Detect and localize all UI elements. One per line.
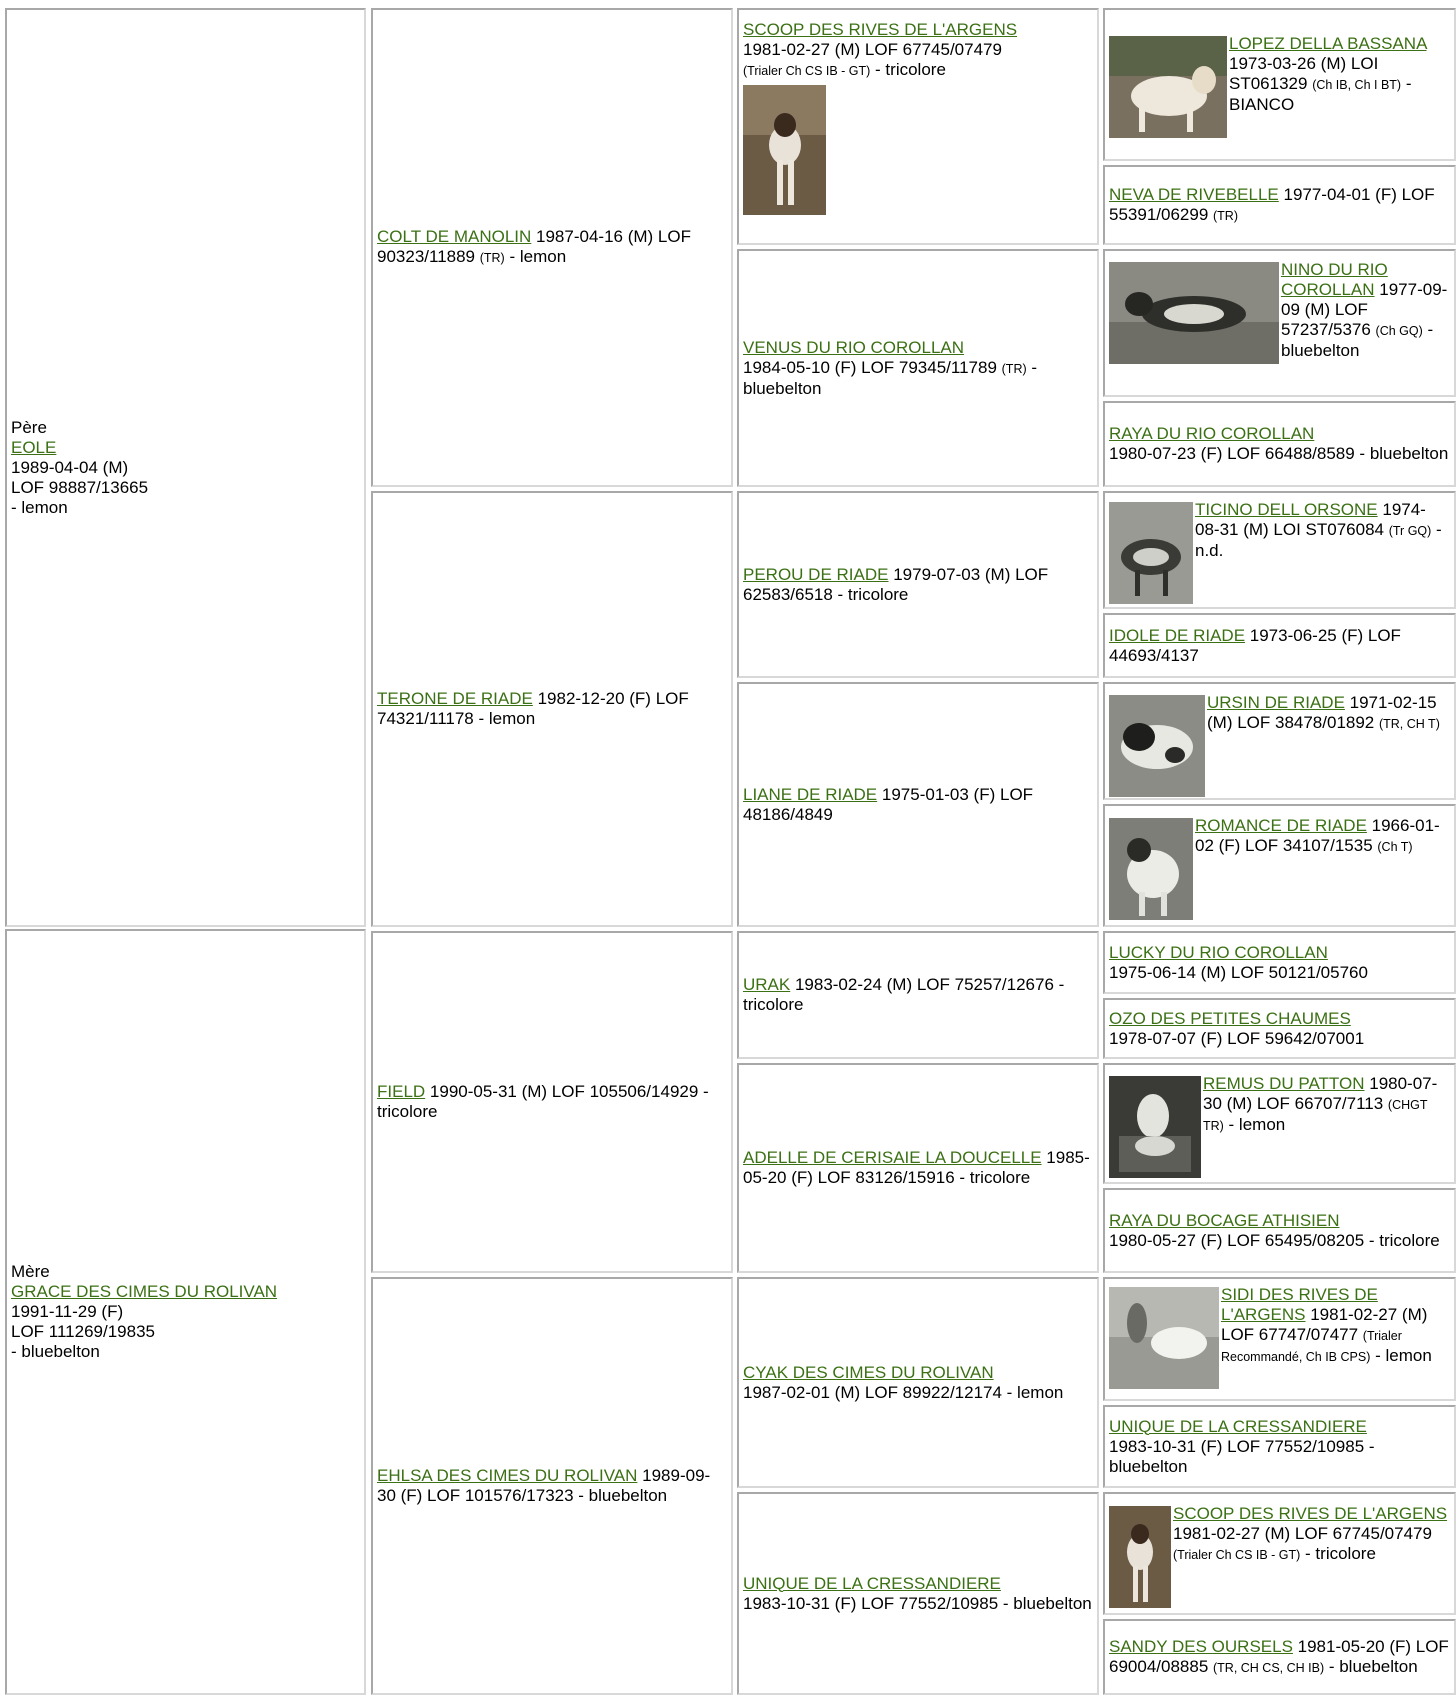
dog-link[interactable]: TICINO DELL ORSONE (1195, 500, 1378, 519)
sire-link[interactable]: EOLE (11, 437, 57, 457)
dam-label: Mère (11, 1262, 50, 1281)
dog-photo (743, 85, 826, 215)
g4-cell: URSIN DE RIADE 1971-02-15 (M) LOF 38478/01892 (TR, CH T) (1103, 682, 1456, 800)
dam-birth: 1991-11-29 (F) (11, 1302, 124, 1321)
g4-cell: ROMANCE DE RIADE 1966-01-02 (F) LOF 34107/1535 (Ch T) (1103, 804, 1456, 927)
dog-link[interactable]: LIANE DE RIADE (743, 784, 878, 804)
g4-cell: REMUS DU PATTON 1980-07-30 (M) LOF 66707/7113 (CHGT TR) - lemon (1103, 1063, 1456, 1184)
g4-cell: SCOOP DES RIVES DE L'ARGENS 1981-02-27 (M) LOF 67745/07479 (Trialer Ch CS IB - GT) - tricolore (1103, 1492, 1456, 1615)
g3-cell: URAK 1983-02-24 (M) LOF 75257/12676 - tricolore (737, 931, 1099, 1059)
g3-cell: CYAK DES CIMES DU ROLIVAN 1987-02-01 (M) LOF 89922/12174 - lemon (737, 1277, 1099, 1488)
sire-birth: 1989-04-04 (M) (11, 457, 129, 477)
g4-cell: SANDY DES OURSELS 1981-05-20 (F) LOF 69004/08885 (TR, CH CS, CH IB) - bluebelton (1103, 1619, 1456, 1695)
g3-cell: ADELLE DE CERISAIE LA DOUCELLE 1985-05-20 (F) LOF 83126/15916 - tricolore (737, 1063, 1099, 1273)
dam-color: - bluebelton (11, 1342, 100, 1361)
g4-cell: OZO DES PETITES CHAUMES 1978-07-07 (F) LOF 59642/07001 (1103, 998, 1456, 1059)
g4-cell: IDOLE DE RIADE 1973-06-25 (F) LOF 44693/4137 (1103, 613, 1456, 678)
g4-cell: RAYA DU BOCAGE ATHISIEN 1980-05-27 (F) LOF 65495/08205 - tricolore (1103, 1188, 1456, 1273)
g4-cell: NINO DU RIO COROLLAN 1977-09-09 (M) LOF 57237/5376 (Ch GQ) - bluebelton (1103, 249, 1456, 397)
sire-registration: LOF 98887/13665 (11, 477, 149, 497)
dog-photo (1109, 502, 1193, 604)
g4-cell: LUCKY DU RIO COROLLAN 1975-06-14 (M) LOF 50121/05760 (1103, 931, 1456, 994)
g3-cell: PEROU DE RIADE 1979-07-03 (M) LOF 62583/6518 - tricolore (737, 491, 1099, 678)
g4-cell: RAYA DU RIO COROLLAN 1980-07-23 (F) LOF 66488/8589 - bluebelton (1103, 401, 1456, 487)
g4-cell: TICINO DELL ORSONE 1974-08-31 (M) LOI ST076084 (Tr GQ) - n.d. (1103, 491, 1456, 609)
dog-link[interactable]: IDOLE DE RIADE (1109, 625, 1246, 645)
dog-photo (1109, 818, 1193, 920)
dog-link[interactable]: SANDY DES OURSELS (1109, 1636, 1293, 1656)
dog-photo (1109, 695, 1205, 797)
dog-link[interactable]: SIDI DES RIVES DE L'ARGENS (1221, 1285, 1378, 1324)
dog-photo (1109, 262, 1279, 364)
g2-cell: COLT DE MANOLIN 1987-04-16 (M) LOF 90323/11889 (TR) - lemon (371, 8, 733, 487)
dog-link[interactable]: UNIQUE DE LA CRESSANDIERE (1109, 1416, 1367, 1436)
g4-cell: SIDI DES RIVES DE L'ARGENS 1981-02-27 (M) LOF 67747/07477 (Trialer Recommandé, Ch IB CPS) - lemon (1103, 1277, 1456, 1401)
g3-cell: LIANE DE RIADE 1975-01-03 (F) LOF 48186/4849 (737, 682, 1099, 927)
dog-link[interactable]: OZO DES PETITES CHAUMES (1109, 1008, 1351, 1028)
g3-cell: VENUS DU RIO COROLLAN 1984-05-10 (F) LOF 79345/11789 (TR) - bluebelton (737, 249, 1099, 487)
g3-cell: SCOOP DES RIVES DE L'ARGENS 1981-02-27 (M) LOF 67745/07479 (Trialer Ch CS IB - GT) - tricolore (737, 8, 1099, 245)
dog-link[interactable]: NINO DU RIO COROLLAN (1281, 260, 1388, 299)
dog-link[interactable]: SCOOP DES RIVES DE L'ARGENS (743, 20, 1018, 39)
dog-link[interactable]: URSIN DE RIADE (1207, 693, 1345, 712)
dam-link[interactable]: GRACE DES CIMES DU ROLIVAN (11, 1282, 278, 1301)
dog-link[interactable]: RAYA DU BOCAGE ATHISIEN (1109, 1210, 1340, 1230)
dog-link[interactable]: EHLSA DES CIMES DU ROLIVAN (377, 1466, 638, 1485)
dog-photo (1109, 1287, 1219, 1389)
dog-link[interactable]: UNIQUE DE LA CRESSANDIERE (743, 1573, 1001, 1593)
dog-photo (1109, 36, 1227, 138)
dog-photo (1109, 1076, 1201, 1178)
dog-link[interactable]: NEVA DE RIVEBELLE (1109, 184, 1279, 204)
dog-link[interactable]: RAYA DU RIO COROLLAN (1109, 424, 1315, 443)
g4-cell: UNIQUE DE LA CRESSANDIERE 1983-10-31 (F) LOF 77552/10985 - bluebelton (1103, 1405, 1456, 1488)
sire-label: Père (11, 417, 47, 437)
sire-color: - lemon (11, 497, 68, 517)
g2-cell: TERONE DE RIADE 1982-12-20 (F) LOF 74321/11178 - lemon (371, 491, 733, 927)
dam-cell (5, 929, 366, 1695)
g4-cell: NEVA DE RIVEBELLE 1977-04-01 (F) LOF 55391/06299 (TR) (1103, 165, 1456, 245)
dog-link[interactable]: REMUS DU PATTON (1203, 1074, 1365, 1093)
dog-link[interactable]: CYAK DES CIMES DU ROLIVAN (743, 1362, 994, 1382)
g2-cell: FIELD 1990-05-31 (M) LOF 105506/14929 - tricolore (371, 931, 733, 1273)
sire-cell (5, 8, 366, 927)
dog-link[interactable]: URAK (743, 975, 791, 994)
g4-cell: LOPEZ DELLA BASSANA 1973-03-26 (M) LOI ST061329 (Ch IB, Ch I BT) - BIANCO (1103, 8, 1456, 161)
g2-cell: EHLSA DES CIMES DU ROLIVAN 1989-09-30 (F) LOF 101576/17323 - bluebelton (371, 1277, 733, 1695)
dog-link[interactable]: VENUS DU RIO COROLLAN (743, 337, 965, 357)
dog-link[interactable]: COLT DE MANOLIN (377, 227, 532, 246)
dam-registration: LOF 111269/19835 (11, 1322, 155, 1341)
dog-photo (1109, 1506, 1171, 1608)
dog-link[interactable]: FIELD (377, 1082, 426, 1101)
dog-link[interactable]: ADELLE DE CERISAIE LA DOUCELLE (743, 1148, 1042, 1167)
dog-link[interactable]: ROMANCE DE RIADE (1195, 816, 1367, 835)
dog-link[interactable]: SCOOP DES RIVES DE L'ARGENS (1173, 1504, 1448, 1523)
dog-link[interactable]: TERONE DE RIADE (377, 689, 533, 708)
dog-link[interactable]: LOPEZ DELLA BASSANA (1229, 34, 1427, 53)
dog-link[interactable]: PEROU DE RIADE (743, 564, 889, 584)
g3-cell: UNIQUE DE LA CRESSANDIERE 1983-10-31 (F) LOF 77552/10985 - bluebelton (737, 1492, 1099, 1695)
dog-link[interactable]: LUCKY DU RIO COROLLAN (1109, 942, 1328, 962)
